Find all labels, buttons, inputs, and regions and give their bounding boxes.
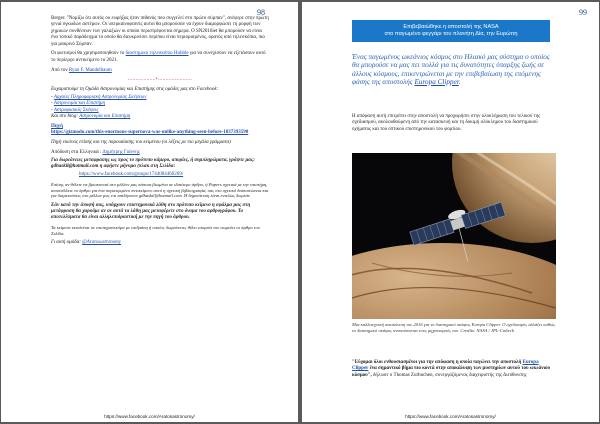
facebook-group-link[interactable]: https://www.facebook.com/groups/1744084460269/ xyxy=(79,172,184,178)
divider: ..................•...................... xyxy=(127,77,193,83)
contact-link[interactable]: @Aratosastronomy xyxy=(82,240,122,246)
group-link[interactable]: Αστροφυσικές Σκέψεις xyxy=(53,107,99,113)
quote-bold: ένα σημαντικό βήμα πιο κοντά στην αποκάλυψη των μυστηρίων αυτού του ωκεάνιου κόσμου", xyxy=(352,366,551,378)
contact-prefix: Γι αυτή ομάδα: xyxy=(51,240,81,246)
europa-clipper-link[interactable]: Europa Clipper xyxy=(414,77,459,86)
spacecraft-image xyxy=(352,153,556,319)
article-paragraph: Η απόφαση αυτή επιτρέπει στην αποστολή να προχωρήσει στην ολοκλήρωση του τελικού της σχεδιασμού, ακολουθούμενη από την κατασκευή και τη δοκιμή ολόκληρου του διαστημικού οχήματος και του οπτικού επιστημονικού του φορτίου. xyxy=(352,114,541,132)
author-line xyxy=(51,68,269,74)
author-link[interactable]: Ryan F. Mandelbaum xyxy=(68,67,112,73)
left-page-content xyxy=(51,16,269,250)
lead-end: . xyxy=(458,77,461,86)
note-papers: Επίσης αν θέλετε να βρισκονταί στο μέλλον μας κάποια βιωμένα σε ιδιαίτερο άρθρο, ή Papers σχετικά με την επιστήμη, αποστέλλετε το άρθρο για ένα συγκεκριμένο αντικείμενο αυτό η σχετική βιβλιογραφία, σας στο σχετικό διαπιστώνεια και για διαμεταύσεις στο μέλλον μας επι παιδέρεσον gdhaskil@hotmail.com. Η δημοσίευση είναι εντελώς δωρεάν xyxy=(51,181,269,199)
translator-prefix: Απόδοση στα Ελληνικά : xyxy=(51,150,102,156)
quote-bold: "Εύχομαι όλοι ενθουσιασμένοι για την απόφαση η οποία παγώνει την αποστολή xyxy=(352,360,522,365)
source-note: Πηγή εικόνας επίσης και της παρουσίασης του κειμένου (οι λέξεις με πιο μεγάλα γράμματα) xyxy=(51,140,231,146)
translator-link[interactable]: Δημήτρης Γιάννης xyxy=(102,150,140,156)
europa-clipper-link[interactable]: Europa Clipper xyxy=(352,360,539,372)
lead-quote xyxy=(352,53,552,86)
page-number: 98 xyxy=(257,8,265,17)
group-item: - Αστρονομία και Επιστήμη xyxy=(51,101,105,107)
blog-link[interactable]: Αστρονομία και Επιστήμη xyxy=(79,114,131,120)
right-page xyxy=(302,2,599,422)
group-list xyxy=(51,95,269,121)
note-texts: Τα κείμενα εκτελείται σε επιστημονικόμα με επιδράση ή οποίος δωρεάνειες θέλει επορεία του σωρεύει το άρθρο του Σελίδα. xyxy=(51,225,260,237)
group-item: - Αστροφυσικές Σκέψεις xyxy=(51,107,99,113)
contact-line xyxy=(51,240,269,246)
page-footer: https://www.facebook.com/Aratosastronomy/ xyxy=(405,414,496,419)
paragraph-text: δήλωσε ο Thomas Zurbuchen, συνεργαζόμενος διαχειριστής της Διεύθυνσης xyxy=(373,372,527,378)
hubble-link[interactable]: διαστημικό τηλεσκόπιο Hubble xyxy=(125,51,189,57)
paragraph-text: Οι φωτισμοί θα χρησιμοποιηθούν το xyxy=(51,51,125,57)
europa-clipper-illustration xyxy=(352,153,556,319)
note-errors: Εάν κατά την άποψή σας, υπάρχουν επιστημονικά λάθη στο πρότυπο κείμενο η σφάλμα μας στη μετάφραση θα χαρούμε αν σε αυτά τα λάθη μας μεταφέρετε στο όνομα του αρθρογράφου. Το αποτελέσματα θα είναι αλληλεπιδραστική με την πηγή του άρθρου. xyxy=(51,202,251,221)
left-page xyxy=(1,2,298,422)
blog-prefix: Και στο blog: xyxy=(51,114,79,120)
facebook-link-line xyxy=(51,172,269,178)
page-footer: https://www.facebook.com/Aratosastronomy/ xyxy=(104,414,195,419)
page-number: 99 xyxy=(579,8,587,17)
article-paragraph xyxy=(352,360,556,379)
group-link[interactable]: Αστρονομία και Επιστήμη xyxy=(53,101,105,107)
source-label: Πηγή xyxy=(51,124,63,130)
group-link[interactable]: Αρχαίες Πληροφοριακή Αστρονομίας Σκέψεων xyxy=(53,95,147,101)
source-link[interactable]: https://gizmodo.com/this-enormous-supernova-was-unlike-anything-seen-before-1837393590 xyxy=(51,130,249,136)
banner-line: Επιβεβαιώθηκε η αποστολή της NASA xyxy=(403,24,499,30)
thanks-text: Ευχαριστούμε τη Ομάδα Αστρονομίας και Επιστήμης στις ομάδες μας στο Facebook: xyxy=(51,87,219,93)
lead-text: Ένας παγωμένος ωκεάνιος κόσμος στο Ηλιακό μας σύστημα ο οποίος θα μπορούσε να μας πει πολλά για τις δυνατότητες ύπαρξης ζωής σε άλλους κόσμους, επικεντρώνεται με την επιβεβαίωση της επόμενης φάσης της αποστολής xyxy=(352,53,550,86)
image-caption: Μια καλλιτεχνική απεικόνιση του 2016 για το διαστημικό σκάφος Europa Clipper. Ο σχεδιασμός αλλάζει καθώς το διαστημικό σκάφος αναπτύσσεται τους μηχανισμούς του. Credits: NASA / JPL-Caltech xyxy=(352,322,556,333)
author-prefix: Από τον xyxy=(51,67,68,73)
translator-line xyxy=(51,150,269,156)
article-paragraph xyxy=(51,51,269,64)
paragraph-text: για να συνεχίσουν να εξετάσουν αυτό το περίεργο αντικείμενο το 2021. xyxy=(51,51,266,63)
banner-line: στο παγωμένο φεγγάρι του πλανήτη Δία, την Ευρώπη xyxy=(384,31,518,37)
note-contact: Για δωρεάνειες μεταφρασης ως προς το πρότυπο κάμερο, απορίες, ή συμπληρώματα, γράψτε μας: gdhaskil@hotmail.com η αφήστε μήνυμα (πλακ στη Σελίδα: xyxy=(51,157,255,170)
title-banner xyxy=(352,20,550,42)
article-paragraph: Berger. "Νομίζω ότι αυτός ου εωρήξας ήταν πιθανός που συγγελεί στο πρώτο σύμπαν", ανέφερε στην πρώτη γενιά ογκωδών αστέρων. Οι υπερκαινοφανείς αυτοί θα μπορούσαν να έχουν διαμορφώσει τη μορφή των χημικών συνθέσεων των γαλαξιών οι οποίοι περιστρέφονται σήμερα. Ο SN2016iet θα μπορούσε να είναι ένα τοπικό παράδειγμα το οποίο θα διευκρινίσει περίπου είναι περιορισμένος, ορατός από τηλεσκόπια, πιο για μακρινό Σύμπαν. xyxy=(51,16,269,47)
source-block xyxy=(51,124,269,137)
group-item: - Αρχαίες Πληροφοριακή Αστρονομίας Σκέψεων xyxy=(51,95,147,101)
